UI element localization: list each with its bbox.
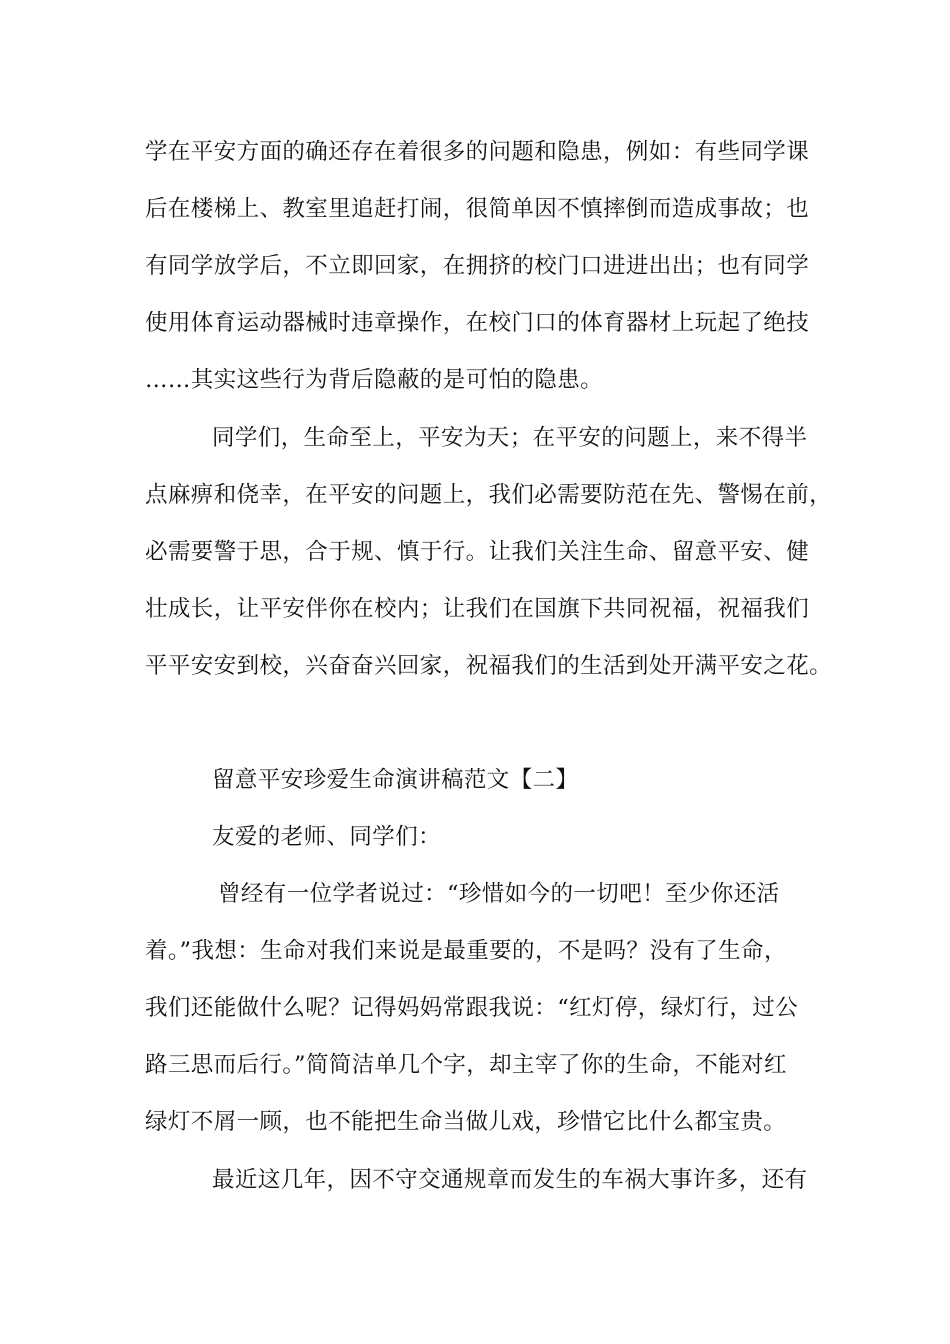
text-line: 路三思而后行。”简简洁单几个字，却主宰了你的生命，不能对红 bbox=[145, 1052, 787, 1078]
text-line: 曾经有一位学者说过：“珍惜如今的一切吧！至少你还活 bbox=[218, 881, 780, 907]
text-line: 点麻痹和侥幸，在平安的问题上，我们必需要防范在先、警惕在前， bbox=[145, 482, 833, 508]
section-title: 留意平安珍爱生命演讲稿范文【二】 bbox=[212, 767, 579, 793]
text-line: 必需要警于思，合于规、慎于行。让我们关注生命、留意平安、健 bbox=[145, 539, 810, 565]
text-line: 着。”我想：生命对我们来说是最重要的，不是吗？没有了生命， bbox=[145, 938, 787, 964]
text-line: 最近这几年，因不守交通规章而发生的车祸大事许多，还有 bbox=[212, 1167, 808, 1193]
text-line: 学在平安方面的确还存在着很多的问题和隐患，例如：有些同学课 bbox=[145, 139, 810, 165]
text-line: 后在楼梯上、教室里追赶打闹，很简单因不慎摔倒而造成事故；也 bbox=[145, 196, 810, 222]
text-line: ……其实这些行为背后隐蔽的是可怕的隐患。 bbox=[145, 367, 604, 393]
text-line: 平平安安到校，兴奋奋兴回家，祝福我们的生活到处开满平安之花。 bbox=[145, 653, 833, 679]
text-line: 有同学放学后，不立即回家，在拥挤的校门口进进出出；也有同学 bbox=[145, 253, 810, 279]
text-line: 使用体育运动器械时违章操作，在校门口的体育器材上玩起了绝技 bbox=[145, 310, 810, 336]
text-line: 绿灯不屑一顾，也不能把生命当做儿戏，珍惜它比什么都宝贵。 bbox=[145, 1109, 787, 1135]
text-line: 壮成长，让平安伴你在校内；让我们在国旗下共同祝福，祝福我们 bbox=[145, 596, 810, 622]
text-line: 我们还能做什么呢？记得妈妈常跟我说：“红灯停，绿灯行，过公 bbox=[145, 995, 799, 1021]
text-line: 同学们，生命至上，平安为天；在平安的问题上，来不得半 bbox=[212, 425, 808, 451]
greeting: 友爱的老师、同学们： bbox=[212, 824, 442, 850]
